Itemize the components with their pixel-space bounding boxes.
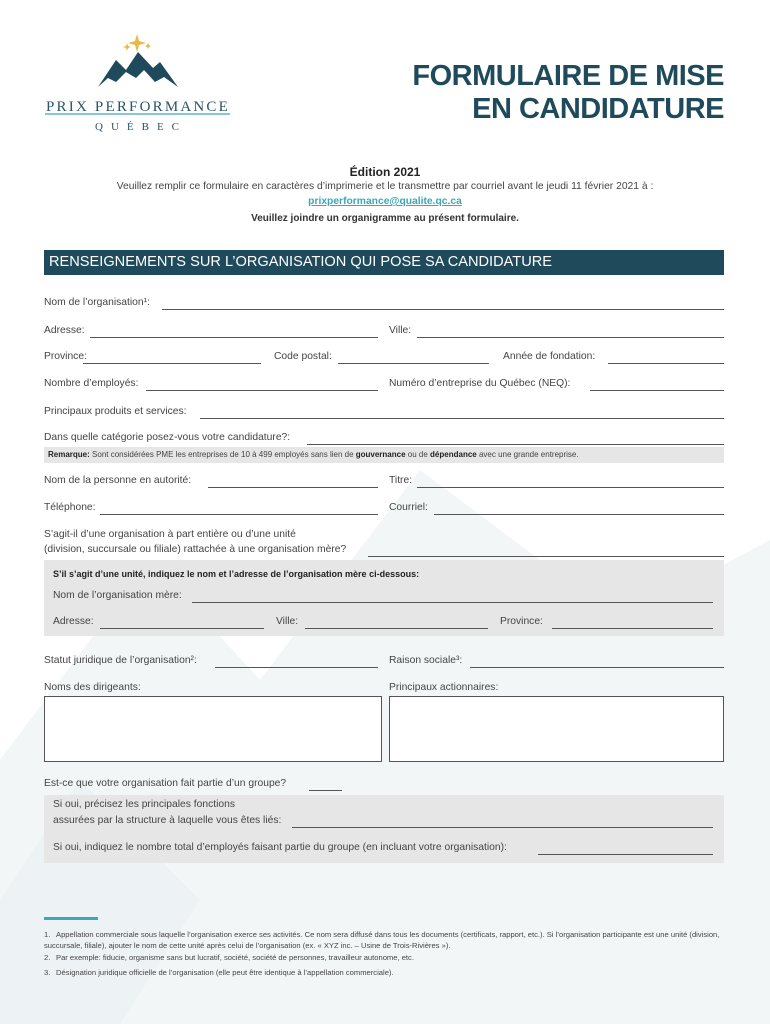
parent-address-label: Adresse: [53,616,94,627]
founding-year-field[interactable] [608,363,724,364]
city-field[interactable] [417,337,724,338]
footnote-divider [44,917,98,920]
footnote-text: Par exemple: fiducie, organisme sans but lucratif, société, société de personnes, travailleur autonome, etc. [56,953,414,962]
footnote-number: 3. [44,968,51,977]
parent-org-name-label: Nom de l’organisation mère: [53,590,182,601]
phone-label: Téléphone: [44,502,96,513]
unit-question-line2: (division, succursale ou filiale) rattachée à une organisation mère? [44,544,347,555]
footnote-number: 2. [44,953,51,962]
footnote-number: 1. [44,930,51,939]
footnote-2 [44,953,724,964]
products-field[interactable] [200,418,724,419]
remark-text-1: Sont considérées PME les entreprises de 10 à 499 employés sans lien de [92,450,354,459]
parent-province-select[interactable] [552,628,713,629]
attach-note: Veuillez joindre un organigramme au présent formulaire. [251,213,519,224]
employees-label: Nombre d’employés: [44,378,139,389]
postal-code-field[interactable] [338,363,489,364]
address-label: Adresse: [44,325,85,336]
unit-question-line1: S’agit-il d’une organisation à part entière ou d’une unité [44,529,296,540]
job-title-label: Titre: [389,475,413,486]
parent-city-field[interactable] [305,628,488,629]
org-name-label: Nom de l’organisation¹: [44,297,150,308]
category-select[interactable] [307,444,724,445]
star-icon [123,34,151,52]
parent-org-name-field[interactable] [192,602,713,603]
legal-status-label: Statut juridique de l’organisation²: [44,655,197,666]
email-link[interactable]: prixperformance@qualite.qc.ca [308,196,462,207]
group-functions-label-2: assurées par la structure à laquelle vous êtes liés: [53,815,282,826]
footnote-3 [44,968,724,979]
brand-name: PRIX PERFORMANCE [46,99,230,115]
remark-box [44,447,724,463]
section-title: RENSEIGNEMENTS SUR L’ORGANISATION QUI POSE SA CANDIDATURE [44,250,724,275]
province-label: Province: [44,351,87,362]
group-question-select[interactable] [309,790,342,791]
legal-status-field[interactable] [215,667,378,668]
parent-city-label: Ville: [276,616,299,627]
group-question-label: Est-ce que votre organisation fait partie d’un groupe? [44,778,287,789]
mountain-icon [98,52,178,87]
org-name-field[interactable] [162,309,724,310]
neq-label: Numéro d’entreprise du Québec (NEQ): [389,378,571,389]
products-label: Principaux produits et services: [44,406,187,417]
postal-code-label: Code postal: [274,351,332,362]
group-functions-label-1: Si oui, précisez les principales fonctions [53,799,236,810]
remark-bold-1: gouvernance [355,450,406,459]
executives-label: Noms des dirigeants: [44,682,141,693]
remark-text-2: ou de [407,450,428,459]
province-select[interactable] [83,363,261,364]
remark-bold-2: dépendance [430,450,477,459]
parent-org-heading: S’il s’agit d’une unité, indiquez le nom et l’adresse de l’organisation mère ci-dessous: [53,569,420,579]
city-label: Ville: [389,325,412,336]
form-title [412,60,724,126]
remark-text-3: avec une grande entreprise. [478,450,579,459]
remark-label: Remarque: [48,450,90,459]
job-title-field[interactable] [417,487,724,488]
shareholders-textarea[interactable] [389,696,724,762]
neq-field[interactable] [590,390,724,391]
group-employees-field[interactable] [538,854,713,855]
founding-year-label: Année de fondation: [503,351,596,362]
group-employees-label: Si oui, indiquez le nombre total d’employés faisant partie du groupe (en incluant votre organisation): [53,842,507,853]
parent-province-label: Province: [500,616,543,627]
address-field[interactable] [90,337,378,338]
corporate-name-label: Raison sociale³: [389,655,463,666]
intro-text: Veuillez remplir ce formulaire en caractères d’imprimerie et le transmettre par courriel avant le jeudi 11 février 2021 à : [116,181,654,192]
footnote-text: Désignation juridique officielle de l’organisation (elle peut être identique à l’appellation commerciale). [56,968,394,977]
footnote-1 [44,930,724,951]
email-field[interactable] [434,514,724,515]
executives-textarea[interactable] [44,696,382,762]
unit-question-select[interactable] [368,556,724,557]
email-label: Courriel: [389,502,428,513]
brand-region: QUÉBEC [95,121,187,133]
employees-field[interactable] [146,390,378,391]
form-title-line2: EN CANDIDATURE [472,93,724,125]
form-title-line1: FORMULAIRE DE MISE [412,60,724,92]
corporate-name-field[interactable] [470,667,724,668]
shareholders-label: Principaux actionnaires: [389,682,499,693]
phone-field[interactable] [100,514,378,515]
authority-name-field[interactable] [208,487,378,488]
group-functions-field[interactable] [292,827,713,828]
footnote-text: Appellation commerciale sous laquelle l’organisation exerce ses activités. Ce nom sera diffusé dans tous les documents (certificats, rapport, etc.). Si l’organisation participante est une unité (division, succursale, filiale), ajouter le nom de cette unité après celui de l’organisation (ex. « XYZ inc. – Usine de Trois-Rivières »). [44,930,720,950]
parent-address-field[interactable] [100,628,264,629]
edition-label: Édition 2021 [349,165,421,179]
category-label: Dans quelle catégorie posez-vous votre candidature?: [44,432,291,443]
authority-name-label: Nom de la personne en autorité: [44,475,192,486]
